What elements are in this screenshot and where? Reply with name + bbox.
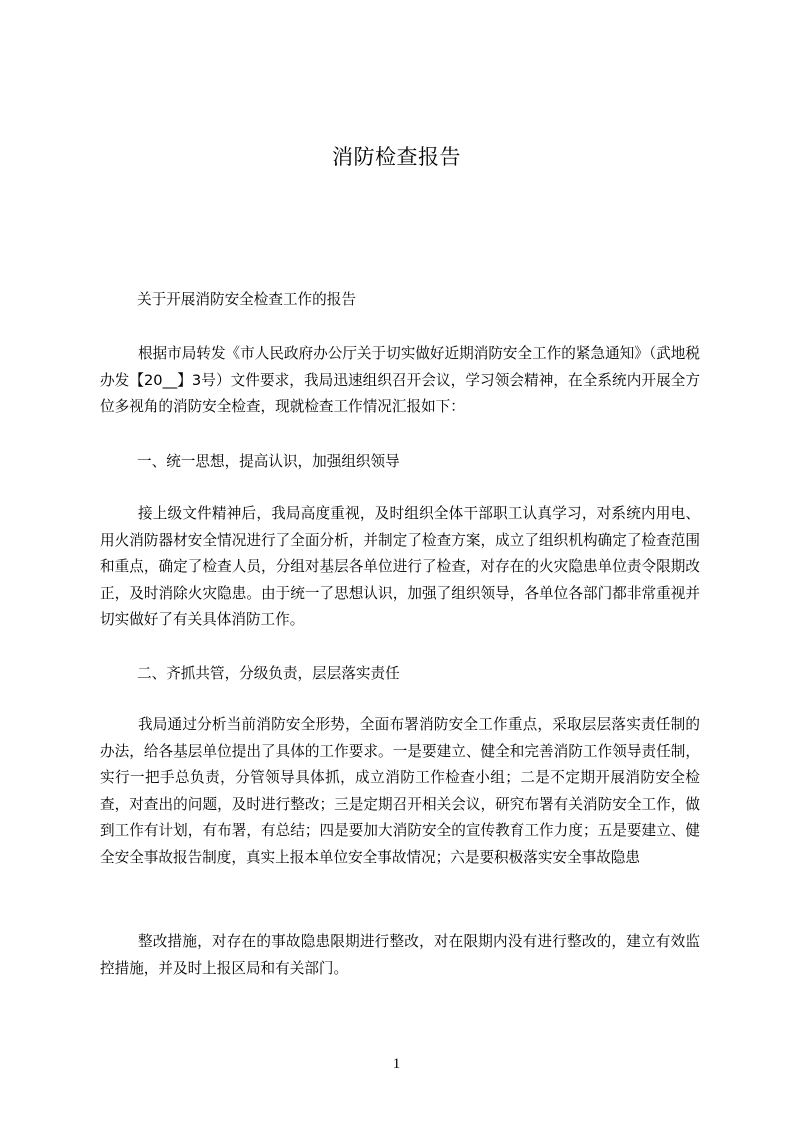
page-number: 1 — [392, 1056, 401, 1072]
section2-continued-paragraph: 整改措施，对存在的事故隐患限期进行整改，对在限期内没有进行整改的，建立有效监控措施，并及时上报区局和有关部门。 — [100, 933, 700, 977]
section1-paragraph: 接上级文件精神后，我局高度重视，及时组织全体干部职工认真学习，对系统内用电、用火消防器材安全情况进行了全面分析，并制定了检查方案，成立了组织机构确定了检查范围和重点，确定了检查人员，分组对基层各单位进行了检查，对存在的火灾隐患单位责令限期改正，及时消除火灾隐患。由于统一了思想认识，加强了组织领导，各单位各部门都非常重视并切实做好了有关具体消防工作。 — [100, 505, 700, 628]
section2-paragraph: 我局通过分析当前消防安全形势，全面布署消防安全工作重点，采取层层落实责任制的办法，给各基层单位提出了具体的工作要求。一是要建立、健全和完善消防工作领导责任制，实行一把手总负责，分管领导具体抓，成立消防工作检查小组；二是不定期开展消防安全检查，对查出的问题，及时进行整改；三是定期召开相关会议，研究布署有关消防安全工作，做到工作有计划，有布署，有总结；四是要加大消防安全的宣传教育工作力度；五是要建立、健全安全事故报告制度，真实上报本单位安全事故情况；六是要积极落实安全事故隐患 — [100, 716, 700, 866]
section1-heading: 一、统一思想，提高认识，加强组织领导 — [137, 453, 400, 470]
document-subtitle: 关于开展消防安全检查工作的报告 — [137, 291, 356, 308]
intro-paragraph: 根据市局转发《市人民政府办公厅关于切实做好近期消防安全工作的紧急通知》（武地税办发【20__】3号）文件要求，我局迅速组织召开会议，学习领会精神，在全系统内开展全方位多视角的消防安全检查，现就检查工作情况汇报如下： — [100, 345, 700, 415]
section2-heading: 二、齐抓共管，分级负责，层层落实责任 — [137, 665, 400, 682]
document-title: 消防检查报告 — [332, 145, 461, 169]
